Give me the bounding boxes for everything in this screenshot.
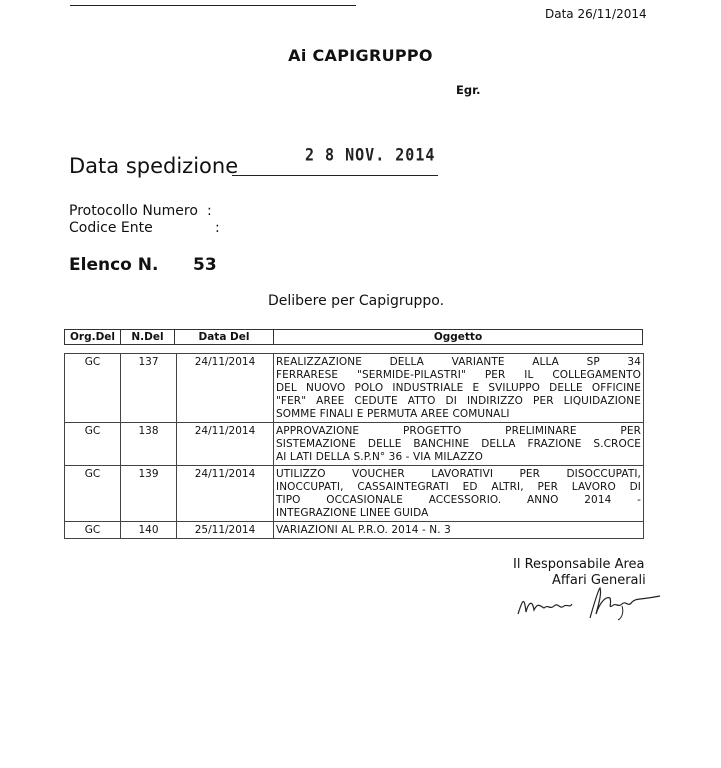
subject-line: DEL NUOVO POLO INDUSTRIALE E SVILUPPO DELLE OFFICINE (276, 382, 641, 394)
subject-line: INOCCUPATI, CASSAINTEGRATI ED ALTRI, PER LAVORO DI (276, 481, 641, 493)
table-row (65, 466, 644, 522)
table-row (65, 522, 644, 539)
top-rule (70, 5, 356, 6)
ente-code-colon: : (215, 220, 220, 236)
cell-org: GC (65, 354, 121, 423)
subject-line: UTILIZZO VOUCHER LAVORATIVI PER DISOCCUPATI, (276, 468, 641, 480)
deliberations-table (64, 353, 644, 539)
list-label: Elenco N. (69, 255, 159, 275)
table-row (65, 354, 644, 423)
cell-subject (274, 522, 644, 539)
column-header-date: Data Del (175, 330, 274, 344)
subject-line: TIPO OCCASIONALE ACCESSORIO. ANNO 2014 - (276, 494, 641, 506)
cell-date: 25/11/2014 (177, 522, 274, 539)
cell-number: 138 (121, 423, 177, 466)
cell-date: 24/11/2014 (177, 354, 274, 423)
column-header-num: N.Del (121, 330, 175, 344)
subject-line: AI LATI DELLA S.P.N° 36 - VIA MILAZZO (276, 451, 483, 463)
cell-number: 139 (121, 466, 177, 522)
cell-number: 137 (121, 354, 177, 423)
cell-org: GC (65, 466, 121, 522)
table-header (64, 329, 643, 345)
cell-date: 24/11/2014 (177, 466, 274, 522)
shipment-date-label: Data spedizione (69, 154, 239, 178)
subject-line: "FER" AREE CEDUTE ATTO DI INDIRIZZO PER LIQUIDAZIONE (276, 395, 641, 407)
ente-code-label: Codice Ente (69, 220, 153, 236)
subject-line: SOMME FINALI E PERMUTA AREE COMUNALI (276, 408, 510, 420)
shipment-date-line (232, 175, 438, 176)
signature-role-line1: Il Responsabile Area (513, 557, 645, 572)
subject-line: INTEGRAZIONE LINEE GUIDA (276, 507, 429, 519)
column-header-subject: Oggetto (433, 331, 483, 343)
signature-role-line2: Affari Generali (552, 573, 646, 588)
cell-org: GC (65, 522, 121, 539)
protocol-number-colon: : (207, 203, 212, 219)
subject-line: APPROVAZIONE PROGETTO PRELIMINARE PER (276, 425, 641, 437)
date-stamp: 2 8 NOV. 2014 (305, 145, 436, 165)
subject-line: FERRARESE "SERMIDE-PILASTRI" PER IL COLLEGAMENTO (276, 369, 641, 381)
subject-line: REALIZZAZIONE DELLA VARIANTE ALLA SP 34 (276, 356, 641, 368)
document-date: Data 26/11/2014 (545, 7, 647, 21)
salutation: Egr. (456, 83, 481, 97)
cell-date: 24/11/2014 (177, 423, 274, 466)
cell-number: 140 (121, 522, 177, 539)
column-header-org: Org.Del (65, 330, 121, 344)
cell-subject (274, 354, 644, 423)
list-number: 53 (193, 255, 217, 275)
cell-subject (274, 466, 644, 522)
subtitle: Delibere per Capigruppo. (268, 293, 445, 309)
subject-line: VARIAZIONI AL P.R.O. 2014 - N. 3 (276, 524, 451, 536)
cell-org: GC (65, 423, 121, 466)
subject-line: SISTEMAZIONE DELLE BANCHINE DELLA FRAZIONE S.CROCE (276, 438, 641, 450)
table-row (65, 423, 644, 466)
page-title: Ai CAPIGRUPPO (288, 46, 433, 65)
handwritten-signature (514, 584, 664, 622)
cell-subject (274, 423, 644, 466)
protocol-number-label: Protocollo Numero (69, 203, 198, 219)
